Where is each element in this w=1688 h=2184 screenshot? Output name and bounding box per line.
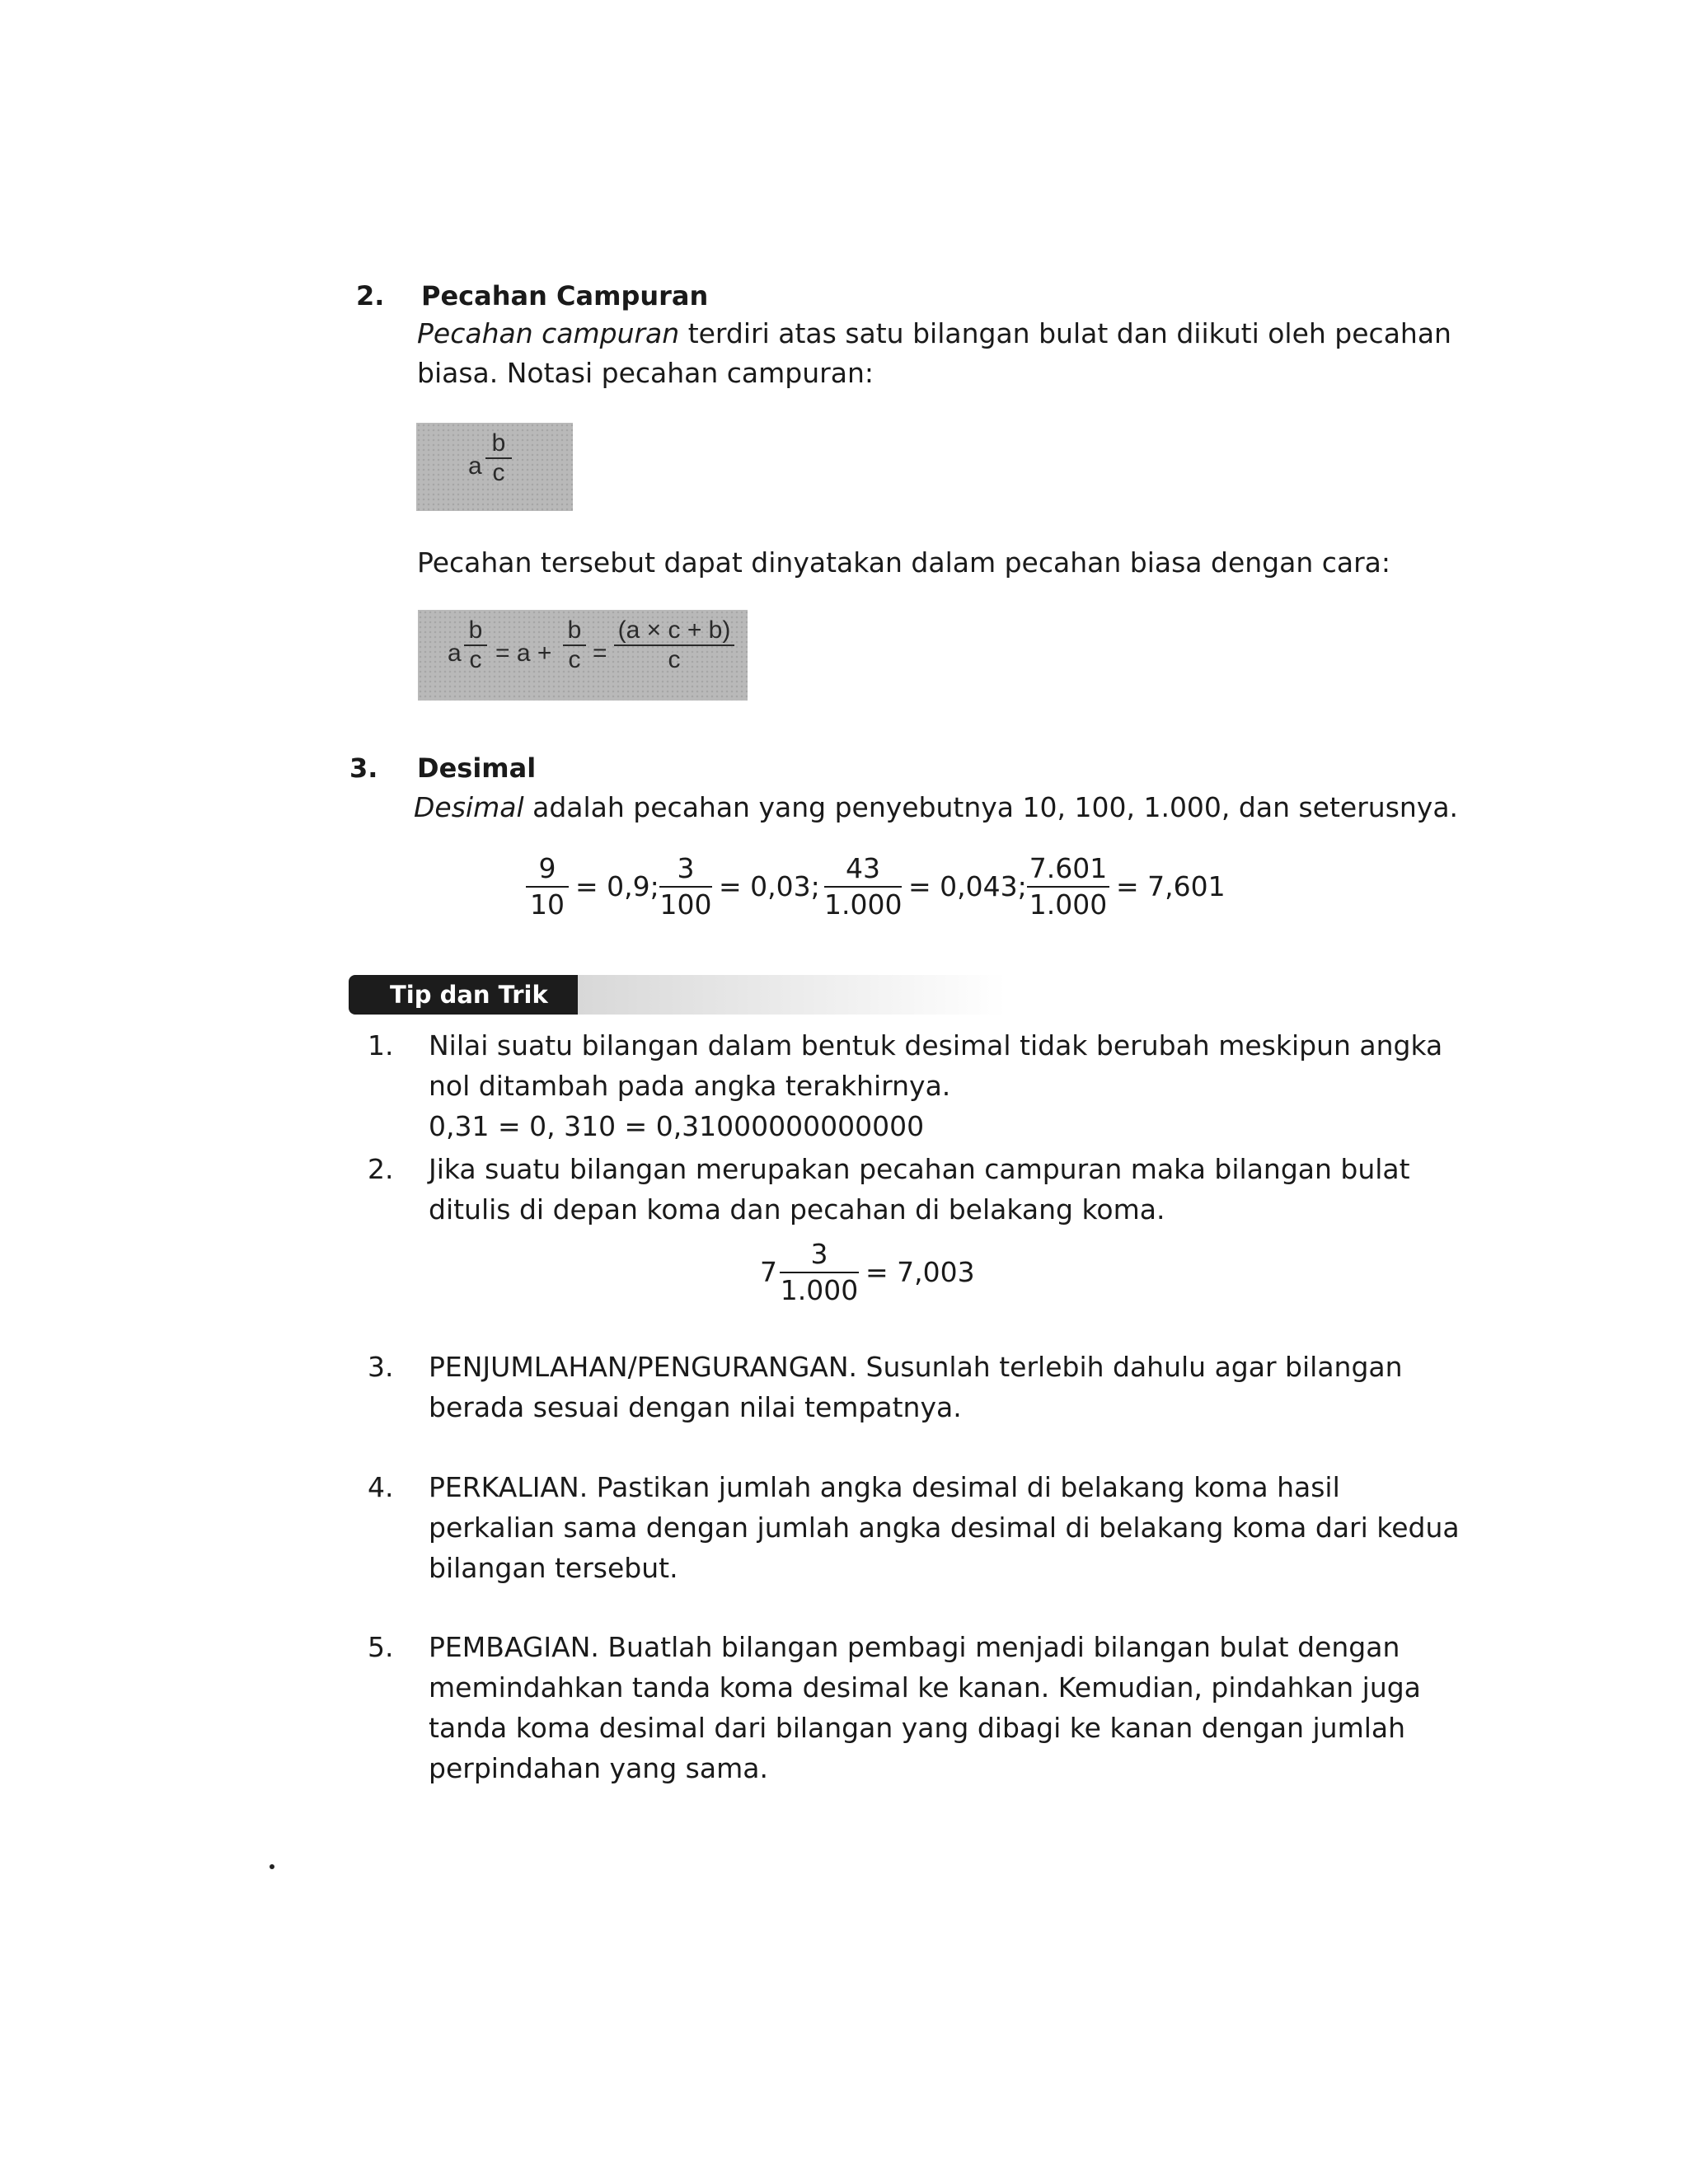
section-2-paragraph-line1: Pecahan campuran terdiri atas satu bilangan bulat dan diikuti oleh pecahan (417, 317, 1451, 349)
conversion-formula-box (418, 610, 748, 701)
section-3-number: 3. (349, 752, 378, 784)
tip-banner-fade (578, 975, 1006, 1015)
tip-2-body: Jika suatu bilangan merupakan pecahan campuran maka bilangan bulat ditulis di depan koma dan pecahan di belakang koma. (429, 1153, 1410, 1226)
decimal-example-2-result: = 0,03; (719, 870, 820, 902)
formula-mid-fraction: b c (563, 616, 586, 674)
decimal-example-3-fraction: 43 1.000 (824, 852, 903, 921)
notation-whole: a (468, 452, 482, 480)
tip-4-number: 4. (368, 1471, 394, 1503)
tip-2-example-result: = 7,003 (865, 1256, 975, 1288)
tip-3-number: 3. (368, 1351, 394, 1383)
tip-5-body: PEMBAGIAN. Buatlah bilangan pembagi menjadi bilangan bulat dengan memindahkan tanda koma desimal ke kanan. Kemudian, pindahkan juga tanda koma desimal dari bilangan yang dibagi ke kanan dengan jumlah perpindahan yang sama. (429, 1631, 1421, 1784)
tip-4-body: PERKALIAN. Pastikan jumlah angka desimal di belakang koma hasil perkalian sama dengan jumlah angka desimal di belakang koma dari kedua bilangan tersebut. (429, 1471, 1460, 1584)
formula-lhs-fraction: b c (464, 616, 487, 674)
tip-banner: Tip dan Trik (349, 975, 578, 1015)
formula-eq1: = a + (495, 640, 552, 667)
formula-eq2: = (593, 640, 607, 667)
mixed-fraction-notation-box (416, 423, 573, 511)
term-desimal: Desimal (414, 791, 524, 823)
tip-2-number: 2. (368, 1153, 394, 1185)
scan-speck (270, 1864, 274, 1869)
tip-2-example-fraction: 3 1.000 (780, 1238, 859, 1306)
section-2-number: 2. (356, 280, 385, 312)
section-3-title: Desimal (417, 752, 537, 784)
decimal-example-1-fraction: 9 10 (526, 852, 569, 921)
tip-1-body: Nilai suatu bilangan dalam bentuk desimal tidak berubah meskipun angka nol ditambah pada angka terakhirnya. 0,31 = 0, 310 = 0,31000000000000 (429, 1029, 1443, 1142)
decimal-example-4-result: = 7,601 (1116, 870, 1226, 902)
conversion-text: Pecahan tersebut dapat dinyatakan dalam pecahan biasa dengan cara: (417, 546, 1391, 579)
decimal-example-3-result: = 0,043; (908, 870, 1027, 902)
tip-2-example-whole: 7 (760, 1256, 777, 1288)
decimal-example-4-fraction: 7.601 1.000 (1027, 852, 1109, 921)
decimal-example-1-result: = 0,9; (575, 870, 659, 902)
formula-lhs-whole: a (448, 640, 462, 667)
decimal-definition: Desimal adalah pecahan yang penyebutnya 10, 100, 1.000, dan seterusnya. (414, 791, 1459, 823)
tip-1-number: 1. (368, 1029, 394, 1062)
section-2-paragraph-line2: biasa. Notasi pecahan campuran: (417, 357, 874, 389)
notation-fraction: b c (485, 429, 512, 487)
term-pecahan-campuran: Pecahan campuran (417, 317, 680, 349)
tip-3-body: PENJUMLAHAN/PENGURANGAN. Susunlah terlebih dahulu agar bilangan berada sesuai dengan nilai tempatnya. (429, 1351, 1403, 1423)
section-2-title: Pecahan Campuran (421, 280, 709, 312)
decimal-example-2-fraction: 3 100 (659, 852, 712, 921)
formula-rhs-fraction: (a × c + b) c (614, 616, 734, 674)
tip-5-number: 5. (368, 1631, 394, 1663)
